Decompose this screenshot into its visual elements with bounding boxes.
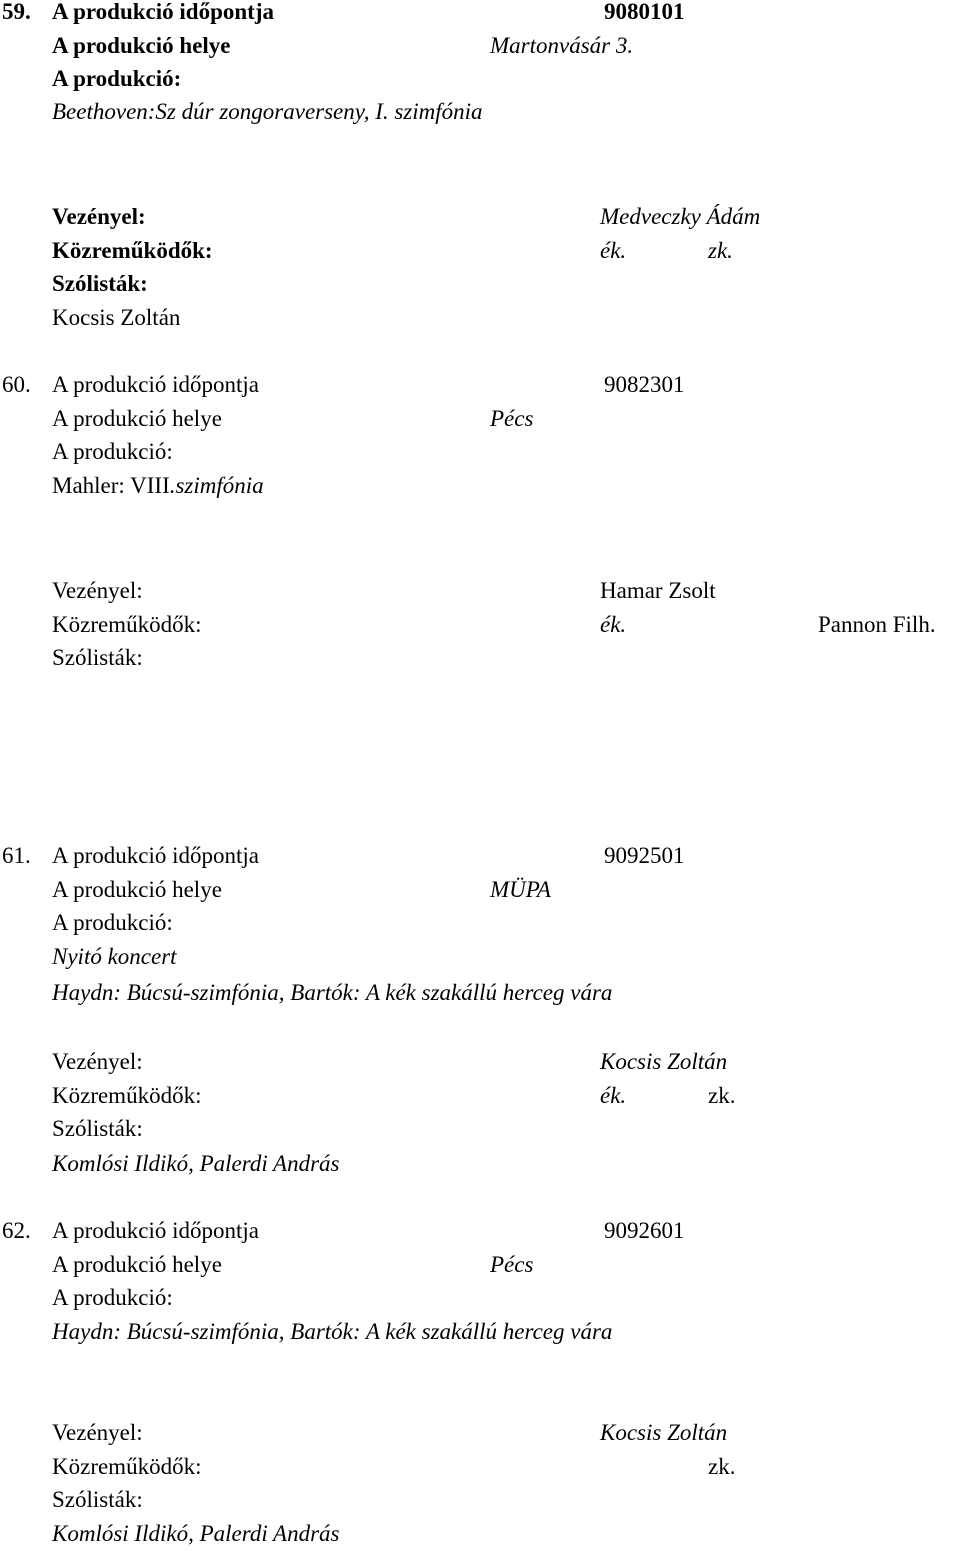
soloists-label: Szólisták: — [52, 645, 143, 670]
date-label: A produkció időpontja — [52, 372, 259, 397]
place-value: Pécs — [490, 406, 534, 431]
conductor-label: Vezényel: — [52, 1049, 143, 1074]
program-part-b: .szimfónia — [169, 473, 264, 498]
date-value: 9092501 — [604, 843, 685, 868]
place-label: A produkció helye — [52, 33, 231, 58]
conductor-value: Medveczky Ádám — [600, 204, 761, 229]
conductor-label: Vezényel: — [52, 578, 143, 603]
entry-number: 60. — [2, 372, 31, 397]
program-text: Beethoven:Sz dúr zongoraverseny, I. szimfónia — [52, 99, 483, 124]
performer-choir: ék. — [600, 238, 627, 263]
program-text — [52, 473, 264, 499]
soloists-label: Szólisták: — [52, 1487, 143, 1512]
program-title: Nyitó koncert — [52, 944, 177, 969]
program-text: Haydn: Búcsú-szimfónia, Bartók: A kék szakállú herceg vára — [52, 980, 613, 1005]
performers-label: Közreműködők: — [52, 1083, 202, 1108]
performer-orchestra: zk. — [708, 238, 733, 263]
performers-label: Közreműködők: — [52, 1454, 202, 1479]
date-label: A produkció időpontja — [52, 0, 274, 24]
production-label: A produkció: — [52, 66, 182, 91]
production-label: A produkció: — [52, 910, 173, 935]
place-value: Martonvásár 3. — [490, 33, 634, 58]
soloists-label: Szólisták: — [52, 1116, 143, 1141]
conductor-value: Kocsis Zoltán — [600, 1420, 728, 1445]
performer-orchestra: zk. — [708, 1454, 736, 1479]
conductor-label: Vezényel: — [52, 1420, 143, 1445]
performer-orchestra: Pannon Filh. — [818, 612, 936, 637]
conductor-value: Hamar Zsolt — [600, 578, 716, 603]
performer-orchestra: zk. — [708, 1083, 736, 1108]
soloists-value: Komlósi Ildikó, Palerdi András — [52, 1151, 340, 1176]
production-label: A produkció: — [52, 439, 173, 464]
place-label: A produkció helye — [52, 1252, 222, 1277]
production-label: A produkció: — [52, 1285, 173, 1310]
date-value: 9080101 — [604, 0, 685, 24]
conductor-value: Kocsis Zoltán — [600, 1049, 728, 1074]
performer-choir: ék. — [600, 1083, 627, 1108]
performer-choir: ék. — [600, 612, 627, 637]
performers-label: Közreműködők: — [52, 612, 202, 637]
place-label: A produkció helye — [52, 877, 222, 902]
conductor-label: Vezényel: — [52, 204, 146, 229]
date-label: A produkció időpontja — [52, 1218, 259, 1243]
entry-number: 62. — [2, 1218, 31, 1243]
entry-number: 59. — [2, 0, 31, 24]
date-value: 9092601 — [604, 1218, 685, 1243]
performers-label: Közreműködők: — [52, 238, 213, 263]
entry-number: 61. — [2, 843, 31, 868]
date-label: A produkció időpontja — [52, 843, 259, 868]
soloists-value: Kocsis Zoltán — [52, 305, 181, 330]
place-label: A produkció helye — [52, 406, 222, 431]
soloists-label: Szólisták: — [52, 271, 148, 296]
place-value: Pécs — [490, 1252, 534, 1277]
program-text: Haydn: Búcsú-szimfónia, Bartók: A kék szakállú herceg vára — [52, 1319, 613, 1344]
date-value: 9082301 — [604, 372, 685, 397]
soloists-value: Komlósi Ildikó, Palerdi András — [52, 1521, 340, 1546]
program-part-a: Mahler: VIII — [52, 473, 170, 498]
place-value: MÜPA — [490, 877, 551, 902]
